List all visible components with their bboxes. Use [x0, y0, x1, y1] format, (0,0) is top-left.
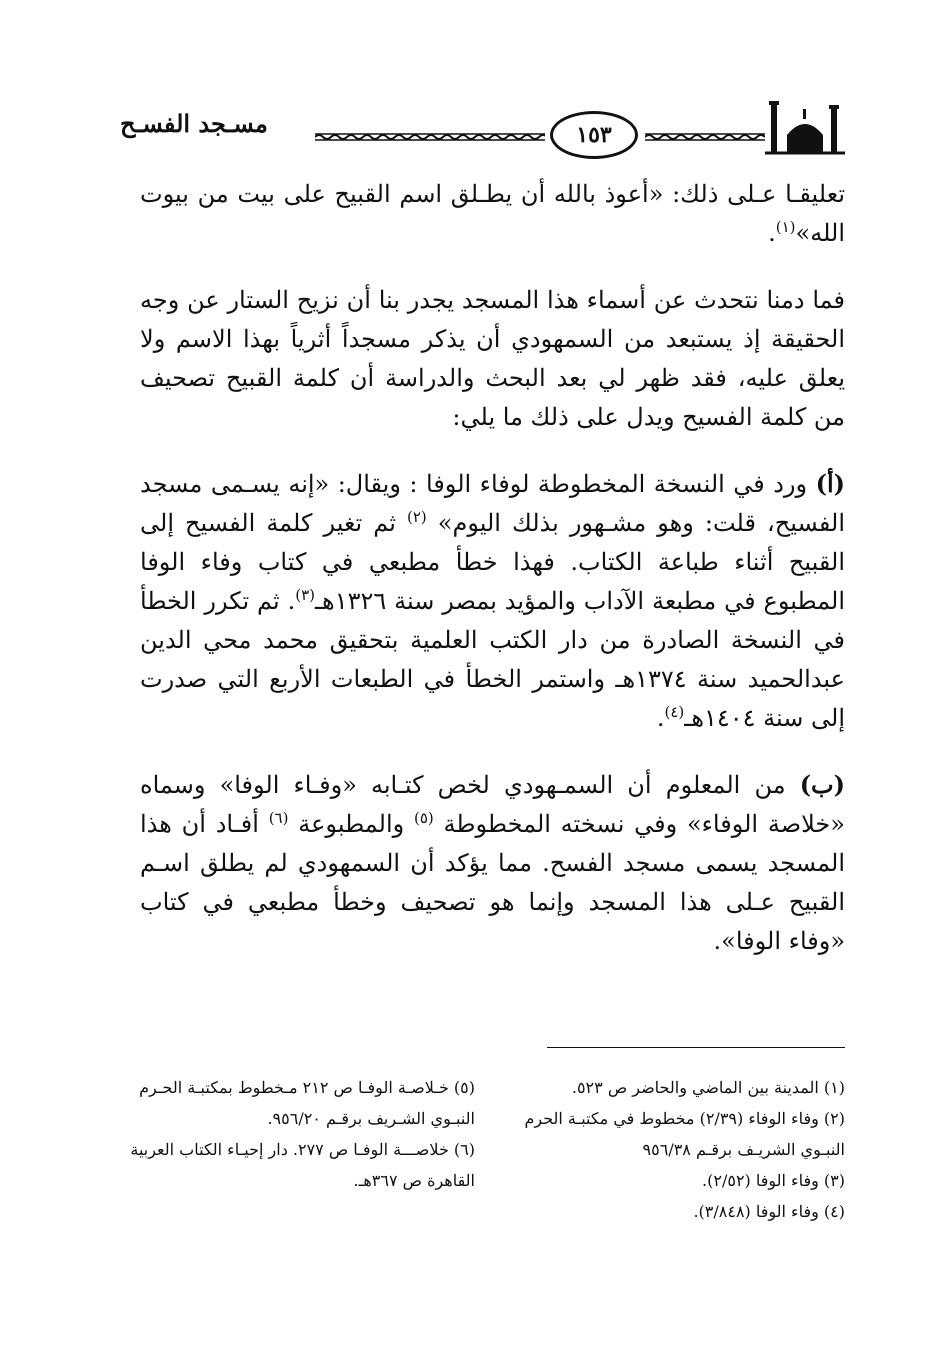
footnotes-column-left	[130, 1072, 475, 1196]
footnote-separator	[547, 1047, 845, 1048]
paragraph-4-text-b: والمطبوعة	[298, 810, 405, 838]
paragraph-2	[140, 281, 845, 437]
paragraph-4-label: (ب)	[799, 770, 845, 799]
footnotes-column-right	[515, 1072, 845, 1227]
footnote-ref-4: (٤)	[664, 703, 685, 721]
footnote-4: (٤) وفاء الوفا (٣/٨٤٨).	[693, 1202, 845, 1221]
footnote-ref-1: (١)	[775, 218, 796, 236]
paragraph-2-text: فما دمنا نتحدث عن أسماء هذا المسجد يجدر بنا أن نزيح الستار عن وجه الحقيقة إذ يستبعد من السمهودي أن يذكر مسجداً أثرياً بهذا الاسم ولا يعلق عليه، فقد ظهر لي بعد البحث والدراسة أن كلمة القبيح تصحيف من كلمة الفسيح ويدل على ذلك ما يلي:	[140, 286, 845, 431]
paragraph-3-end: .	[656, 704, 665, 732]
paragraph-1	[140, 175, 845, 253]
main-text	[140, 175, 845, 988]
footnote-1: (١) المدينة بين الماضي والحاضر ص ٥٢٣.	[571, 1078, 845, 1097]
paragraph-3-text-a: ورد في النسخة المخطوطة لوفاء الوفا : ويقال: «إنه يسـمى مسجد الفسيح، قلت: وهو مشـهور بذلك اليوم»	[140, 470, 846, 537]
paragraph-1-text: تعليقـا عـلى ذلك: «أعوذ بالله أن يطـلق اسم القبيح على بيت من بيوت الله»	[140, 180, 845, 247]
paragraph-4	[140, 765, 845, 961]
paragraph-1-end: .	[768, 219, 776, 247]
decorative-band-right	[645, 133, 765, 141]
page-header	[120, 95, 845, 165]
page-number: ١٥٣	[576, 122, 612, 148]
paragraph-4-text-c: أفـاد أن هذا المسجد يسمى مسجد الفسح. مما يؤكد أن السمهودي لم يطلق اسـم القبيح عـلى هذا المسجد وإنما هو تصحيف وخطأ مطبعي في كتاب «وفاء الوفا».	[140, 810, 845, 955]
footnote-2: (٢) وفاء الوفاء (٢/٣٩) مخطوط في مكتبـة الحرم النبـوي الشريـف برقـم ٩٥٦/٣٨	[524, 1109, 845, 1159]
decorative-band-left	[315, 133, 545, 141]
page-number-badge	[550, 111, 638, 159]
paragraph-4-text-a: من المعلوم أن السمـهودي لخص كتـابه «وفـاء الوفا» وسماه «خلاصة الوفاء» وفي نسخته المخطوطة	[140, 771, 845, 838]
mosque-icon	[765, 95, 845, 155]
running-title: مسـجد الفسـح	[120, 109, 268, 138]
footnote-ref-2: (٢)	[406, 508, 427, 526]
footnote-5: (٥) خـلاصـة الوفـا ص ٢١٢ مـخطوط بمكتبـة الحـرم النبـوي الشـريف برقـم ٩٥٦/٢٠.	[139, 1078, 475, 1128]
footnote-6: (٦) خلاصـــة الوفـا ص ٢٧٧. دار إحيـاء الكتاب العربية القاهرة ص ٣٦٧هـ.	[130, 1140, 475, 1190]
paragraph-3	[140, 464, 845, 738]
paragraph-3-label: (أ)	[815, 469, 845, 498]
footnote-ref-3: (٣)	[295, 586, 315, 604]
footnote-3: (٣) وفاء الوفا (٢/٥٢).	[702, 1171, 845, 1190]
footnote-ref-5: (٥)	[413, 809, 434, 827]
footnote-ref-6: (٦)	[268, 809, 289, 827]
paragraph-3-text-b: ثم تغير كلمة الفسيح إلى القبيح أثناء طباعة الكتاب. فهذا خطأ مطبعي في كتاب وفاء الوفا المطبوع في مطبعة الآداب والمؤيد بمصر سنة ١٣٢٦هـ	[140, 509, 845, 615]
paragraph-3-text-c: . ثم تكرر الخطأ في النسخة الصادرة من دار الكتب العلمية بتحقيق محمد محي الدين عبدالحميد سنة ١٣٧٤هـ واستمر الخطأ في الطبعات الأربع التي صدرت إلى سنة ١٤٠٤هـ	[140, 587, 845, 732]
